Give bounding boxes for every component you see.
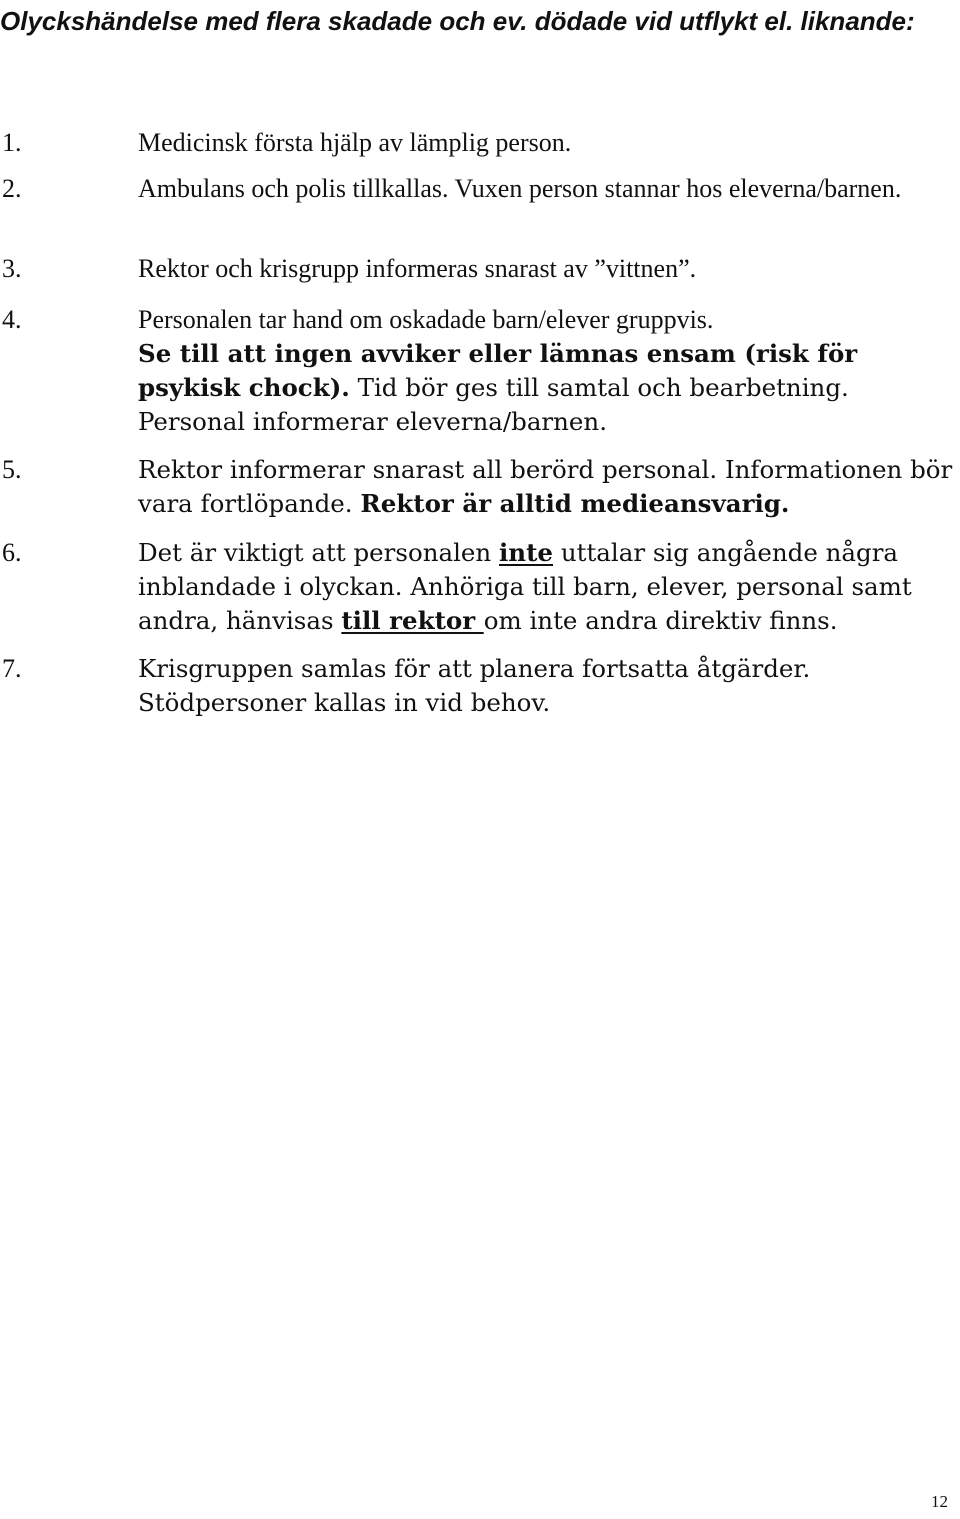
list-text [138,303,953,439]
list-text [138,652,953,720]
page-title: Olyckshändelse med flera skadade och ev. dödade vid utflykt el. liknande: [0,6,915,36]
list-text-emphasis: inte [499,538,554,567]
list-number: 2. [2,174,22,203]
list-text: Ambulans och polis tillkallas. Vuxen person stannar hos eleverna/barnen. [138,174,902,203]
list-number: 5. [2,455,22,484]
list-text-part: Rektor informerar snarast all berörd personal. Informationen bör vara fortlöpande. [138,455,953,518]
page-number: 12 [931,1492,948,1511]
list-text-part: Tid bör ges till samtal och bearbetning. Personal informerar eleverna/barnen. [138,373,849,436]
list-number: 6. [2,538,22,567]
list-text [138,453,953,521]
list-text: Rektor och krisgrupp informeras snarast av ”vittnen”. [138,254,697,283]
list-text-part: Personalen tar hand om oskadade barn/elever gruppvis. [138,305,714,334]
list-text [138,536,953,638]
list-text-part: Det är viktigt att personalen [138,538,499,567]
list-text-part: Krisgruppen samlas för att planera fortsatta åtgärder. Stödpersoner kallas in vid behov. [138,654,811,717]
list-text-part: uttalar sig angående några inblandade i olyckan. Anhöriga till barn, elever, personal samt andra, hänvisas [138,538,912,635]
list-text-emphasis: till rektor [341,606,484,635]
list-number: 3. [2,254,22,283]
list-text-emphasis: Se till att ingen avviker eller lämnas ensam (risk för psykisk chock). [138,339,858,402]
list-text-emphasis: Rektor är alltid medieansvarig. [360,489,790,518]
list-number: 4. [2,305,22,334]
list-number: 7. [2,654,22,683]
list-number: 1. [2,128,22,157]
list-text: Medicinsk första hjälp av lämplig person. [138,128,572,157]
list-text-part: om inte andra direktiv finns. [483,606,838,635]
